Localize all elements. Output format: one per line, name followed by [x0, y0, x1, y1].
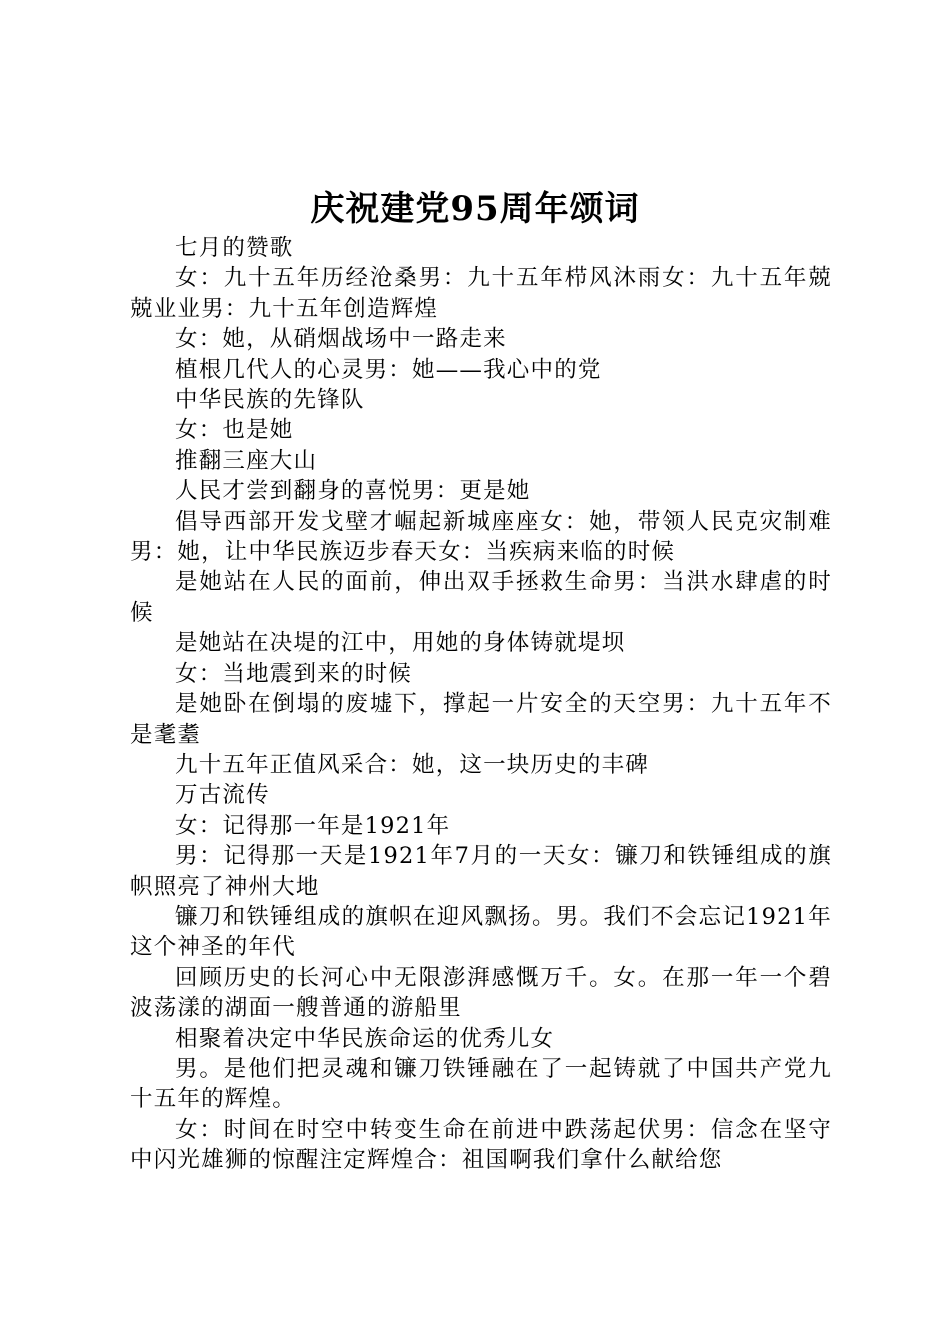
- paragraph: 九十五年正值风采合：她，这一块历史的丰碑: [175, 751, 650, 778]
- paragraph: 女：九十五年历经沧桑男：九十五年栉风沐雨女：九十五年兢兢业业男：九十五年创造辉煌: [130, 265, 832, 322]
- paragraph: 人民才尝到翻身的喜悦男：更是她: [175, 478, 531, 505]
- paragraph: 是她站在人民的面前，伸出双手拯救生命男：当洪水肆虐的时候: [130, 569, 832, 626]
- paragraph: 万古流传: [175, 782, 270, 809]
- paragraph: 男：记得那一天是1921年7月的一天女：镰刀和铁锤组成的旗帜照亮了神州大地: [130, 843, 832, 900]
- paragraph: 女：时间在时空中转变生命在前进中跌荡起伏男：信念在坚守中闪光雄狮的惊醒注定辉煌合：祖国啊我们拿什么献给您: [130, 1116, 832, 1174]
- paragraph: 推翻三座大山: [175, 447, 318, 474]
- paragraph: 女：也是她: [175, 417, 294, 444]
- paragraph: 是她卧在倒塌的废墟下，撑起一片安全的天空男：九十五年不是耄耋: [130, 691, 832, 748]
- paragraph: 相聚着决定中华民族命运的优秀儿女: [175, 1025, 555, 1052]
- paragraph: 镰刀和铁锤组成的旗帜在迎风飘扬。男。我们不会忘记1921年这个神圣的年代: [130, 903, 832, 961]
- document-title: 庆祝建党95周年颂词: [310, 189, 640, 229]
- paragraph: 中华民族的先锋队: [175, 387, 365, 414]
- paragraph: 倡导西部开发戈壁才崛起新城座座女：她，带领人民克灾制难男：她，让中华民族迈步春天女：当疾病来临的时候: [130, 508, 832, 566]
- paragraph: 男。是他们把灵魂和镰刀铁锤融在了一起铸就了中国共产党九十五年的辉煌。: [130, 1055, 832, 1113]
- paragraph: 七月的赞歌: [175, 235, 294, 261]
- paragraph: 是她站在决堤的江中，用她的身体铸就堤坝: [175, 630, 626, 657]
- document-body: [130, 233, 832, 1176]
- paragraph: 女：她，从硝烟战场中一路走来: [175, 326, 507, 353]
- paragraph: 女：当地震到来的时候: [175, 660, 413, 687]
- paragraph: 植根几代人的心灵男：她——我心中的党: [175, 356, 602, 383]
- paragraph: 回顾历史的长河心中无限澎湃感慨万千。女。在那一年一个碧波荡漾的湖面一艘普通的游船里: [130, 964, 832, 1022]
- paragraph: 女：记得那一年是1921年: [175, 812, 451, 839]
